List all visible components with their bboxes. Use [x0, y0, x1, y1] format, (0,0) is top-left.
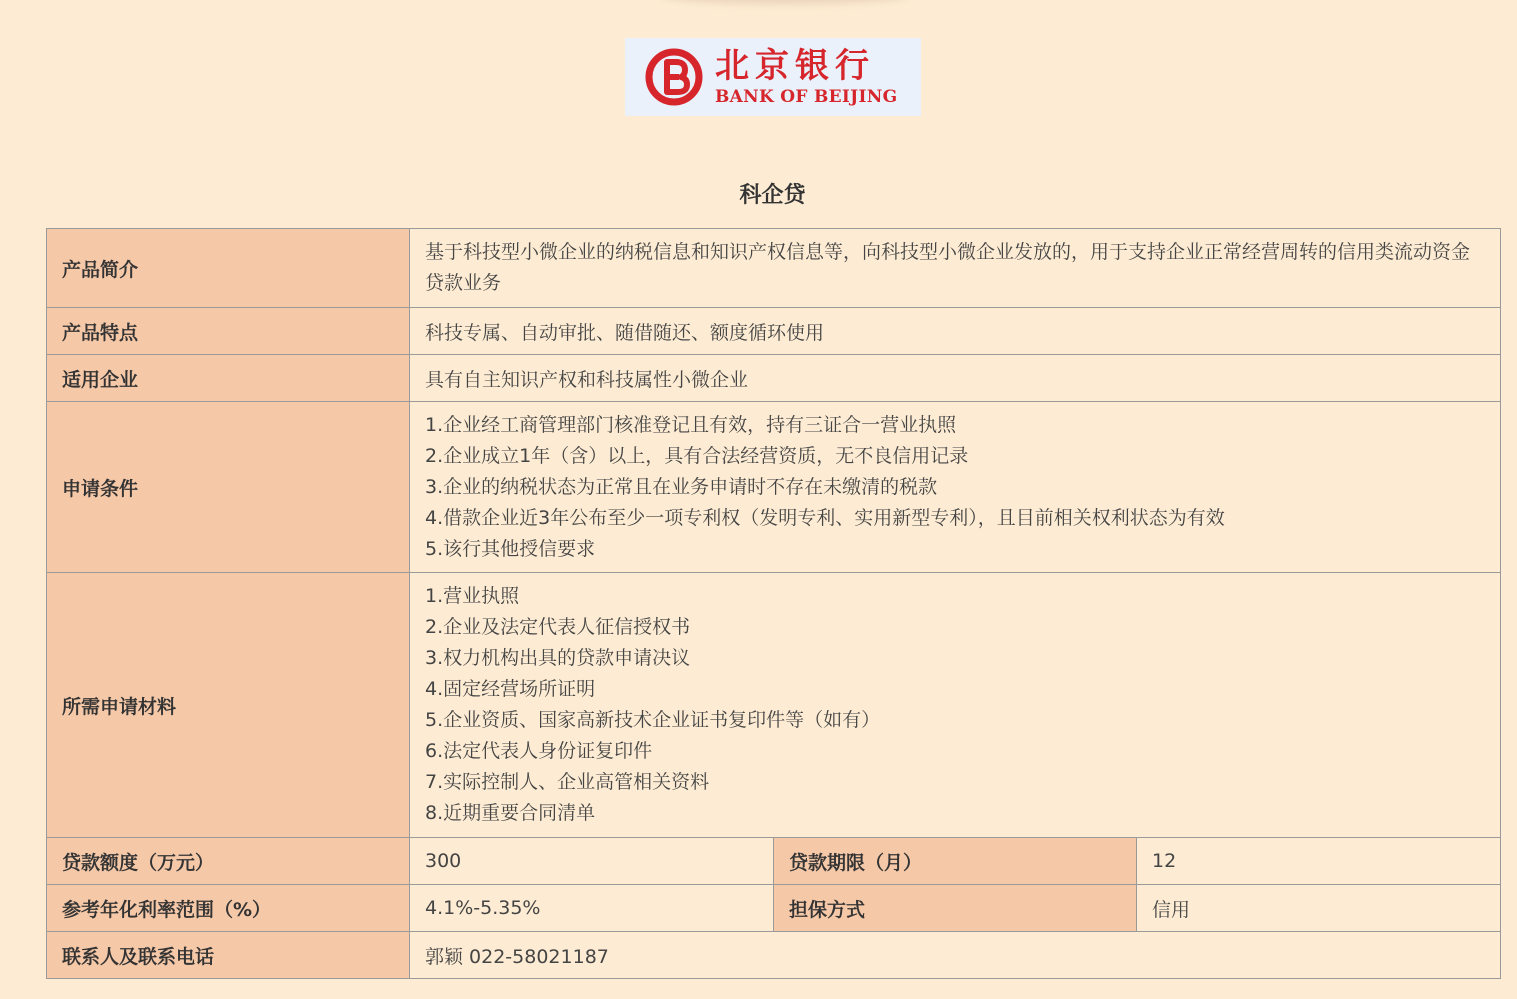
- bank-logo: [625, 38, 921, 116]
- row-rate: [47, 885, 1501, 932]
- value-intro: [410, 229, 1501, 308]
- condition-item: 5.该行其他授信要求: [425, 537, 596, 560]
- material-item: 7.实际控制人、企业高管相关资料: [425, 771, 710, 793]
- product-info-table: [46, 228, 1501, 979]
- intro-text: 基于科技型小微企业的纳税信息和知识产权信息等，向科技型小微企业发放的，用于支持企业正常经营周转的信用类流动资金贷款业务: [425, 241, 1471, 294]
- material-item: 4.固定经营场所证明: [425, 678, 596, 700]
- bank-logo-icon: [645, 48, 703, 106]
- label-conditions: 申请条件: [47, 402, 410, 573]
- page-title: 科企贷: [739, 183, 806, 208]
- value-rate: 4.1%-5.35%: [410, 885, 774, 932]
- value-features: 科技专属、自动审批、随借随还、额度循环使用: [410, 308, 1501, 355]
- value-conditions: [410, 402, 1501, 573]
- bank-name-en: BANK OF BEIJING: [715, 86, 898, 107]
- value-guarantee: 信用: [1137, 885, 1501, 932]
- value-contact: 郭颖 022-58021187: [410, 932, 1501, 979]
- top-decoration: [660, 0, 910, 4]
- label-term: 贷款期限（月）: [774, 838, 1137, 885]
- bank-name-cn: 北京银行: [715, 45, 875, 86]
- material-item: 6.法定代表人身份证复印件: [425, 740, 653, 762]
- value-materials: [410, 573, 1501, 838]
- label-guarantee: 担保方式: [774, 885, 1137, 932]
- label-contact: 联系人及联系电话: [47, 932, 410, 979]
- condition-item: 3.企业的纳税状态为正常且在业务申请时不存在未缴清的税款: [425, 475, 938, 498]
- material-item: 1.营业执照: [425, 585, 520, 607]
- row-target: [47, 355, 1501, 402]
- material-item: 5.企业资质、国家高新技术企业证书复印件等（如有）: [425, 709, 881, 731]
- row-intro: [47, 229, 1501, 308]
- row-features: [47, 308, 1501, 355]
- value-term: 12: [1137, 838, 1501, 885]
- label-intro: 产品简介: [47, 229, 410, 308]
- label-target: 适用企业: [47, 355, 410, 402]
- value-target: 具有自主知识产权和科技属性小微企业: [410, 355, 1501, 402]
- label-materials: 所需申请材料: [47, 573, 410, 838]
- condition-item: 4.借款企业近3年公布至少一项专利权（发明专利、实用新型专利），且目前相关权利状态为有效: [425, 506, 1225, 529]
- row-conditions: [47, 402, 1501, 573]
- row-contact: [47, 932, 1501, 979]
- material-item: 8.近期重要合同清单: [425, 802, 596, 824]
- label-amount: 贷款额度（万元）: [47, 838, 410, 885]
- condition-item: 2.企业成立1年（含）以上，具有合法经营资质，无不良信用记录: [425, 444, 969, 467]
- row-materials: [47, 573, 1501, 838]
- label-rate: 参考年化利率范围（%）: [47, 885, 410, 932]
- value-amount: 300: [410, 838, 774, 885]
- material-item: 3.权力机构出具的贷款申请决议: [425, 647, 691, 669]
- label-features: 产品特点: [47, 308, 410, 355]
- condition-item: 1.企业经工商管理部门核准登记且有效，持有三证合一营业执照: [425, 413, 957, 436]
- material-item: 2.企业及法定代表人征信授权书: [425, 616, 691, 638]
- row-amount: [47, 838, 1501, 885]
